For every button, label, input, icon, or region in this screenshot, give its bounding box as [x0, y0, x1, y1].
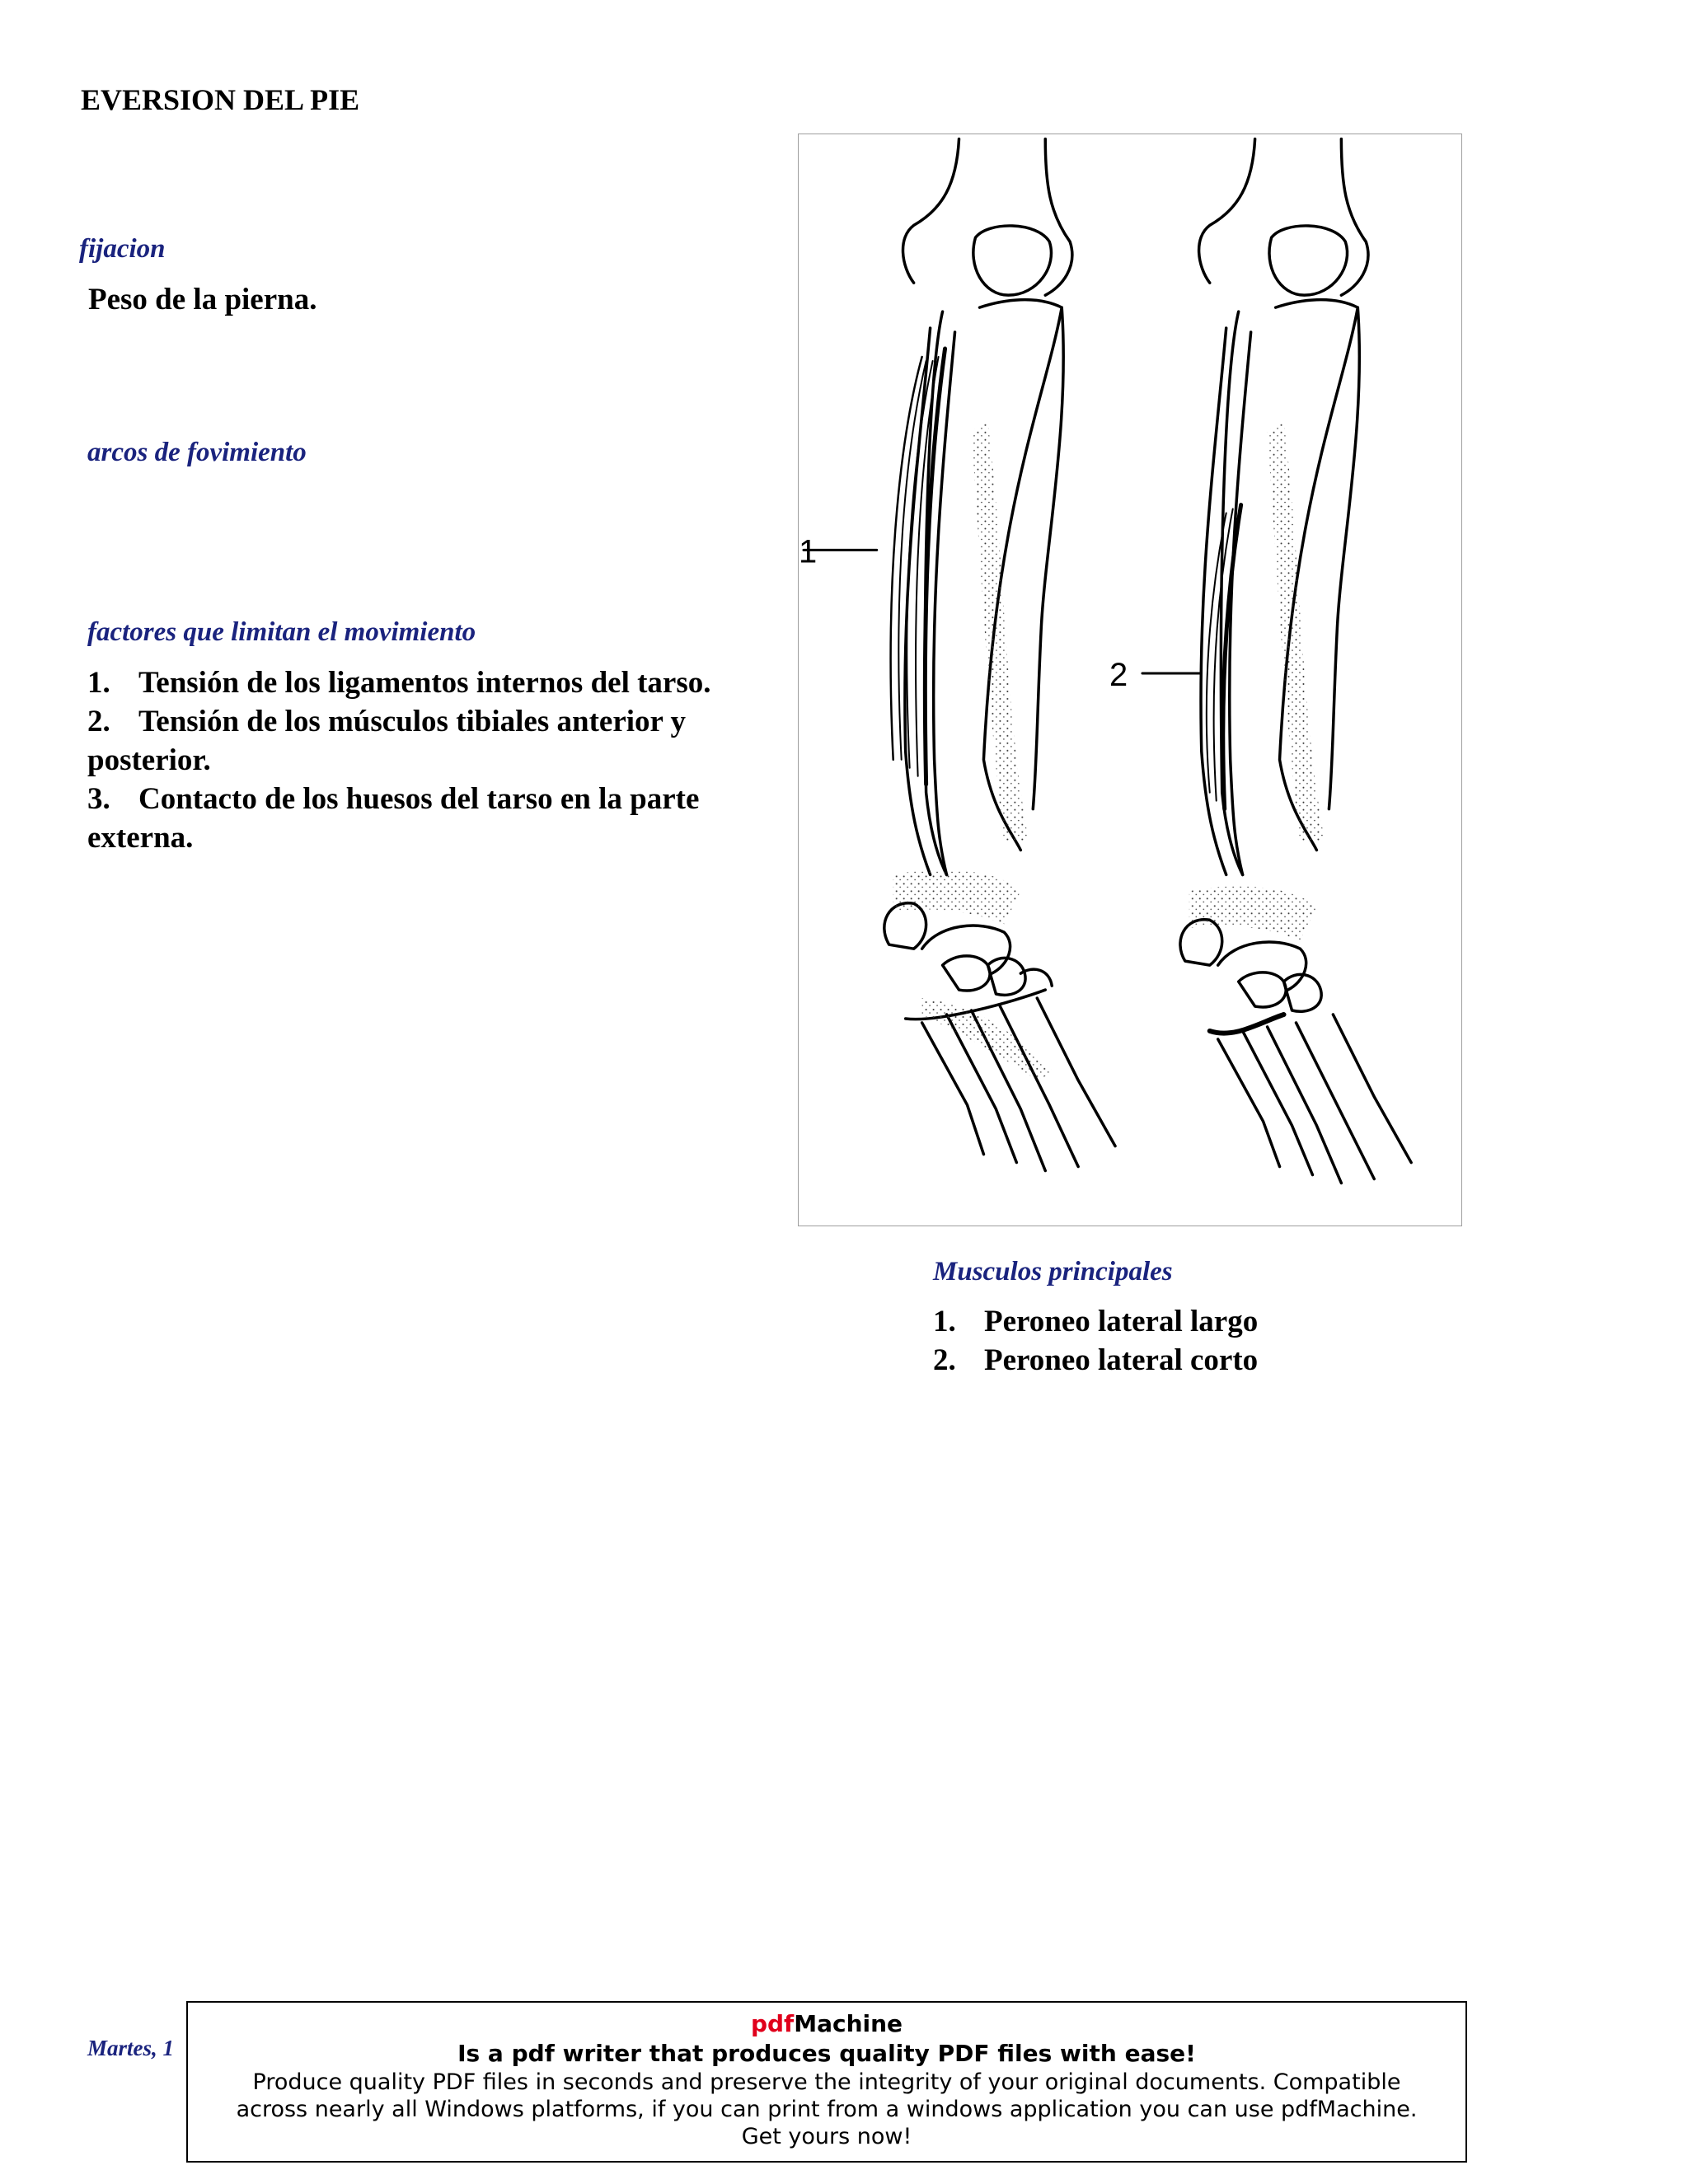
figure-label-2: 2	[1109, 656, 1128, 693]
list-item	[87, 780, 743, 818]
ad-description: Produce quality PDF files in seconds and preserve the integrity of your original documents. Compatible across nearly all Windows platforms, if you can print from a windows application you can use pdfMachine.	[236, 2069, 1418, 2122]
musculos-heading: Musculos principales	[933, 1257, 1173, 1286]
leg-bones-illustration	[799, 134, 1461, 1226]
footer-date: Martes, 1	[87, 2036, 175, 2060]
factores-list-container	[87, 663, 743, 861]
list-item-text: Peroneo lateral largo	[984, 1305, 1259, 1338]
list-item-text: Tensión de los ligamentos internos del tarso.	[138, 666, 711, 700]
list-item-continuation	[87, 741, 743, 780]
fijacion-heading: fijacion	[79, 234, 166, 264]
pdfmachine-ad-banner[interactable]	[186, 2001, 1467, 2163]
factores-list	[87, 663, 743, 857]
right-leg-drawing	[1180, 139, 1411, 1183]
list-item-text: Tensión de los músculos tibiales anterior y	[138, 705, 687, 738]
list-item-number: 2.	[87, 705, 110, 738]
list-item-text: Peroneo lateral corto	[984, 1343, 1259, 1377]
arcos-heading: arcos de fovimiento	[87, 438, 307, 467]
fijacion-text: Peso de la pierna.	[88, 283, 317, 316]
list-item-number: 1.	[87, 666, 110, 700]
list-item-text: Contacto de los huesos del tarso en la parte	[138, 782, 700, 816]
list-item-text: externa.	[87, 821, 194, 855]
figure-label-1: 1	[799, 533, 818, 570]
ad-brand	[188, 2009, 1465, 2039]
anatomy-figure	[798, 134, 1462, 1226]
list-item	[933, 1302, 1258, 1341]
page-title: EVERSION DEL PIE	[81, 83, 360, 116]
ad-cta-link[interactable]: Get yours now!	[741, 2124, 912, 2149]
musculos-list	[933, 1302, 1258, 1380]
list-item	[87, 663, 743, 702]
left-leg-drawing	[884, 139, 1115, 1171]
list-item-number: 3.	[87, 782, 110, 816]
list-item-number: 2.	[933, 1343, 956, 1377]
list-item-text: posterior.	[87, 743, 211, 777]
ad-brand-machine: Machine	[794, 2010, 903, 2037]
list-item	[87, 702, 743, 741]
list-item	[933, 1341, 1258, 1380]
list-item-number: 1.	[933, 1305, 956, 1338]
factores-heading: factores que limitan el movimiento	[87, 617, 476, 647]
ad-brand-pdf: pdf	[750, 2010, 795, 2037]
ad-tagline: Is a pdf writer that produces quality PDF files with ease!	[457, 2040, 1196, 2067]
list-item-continuation	[87, 818, 743, 857]
